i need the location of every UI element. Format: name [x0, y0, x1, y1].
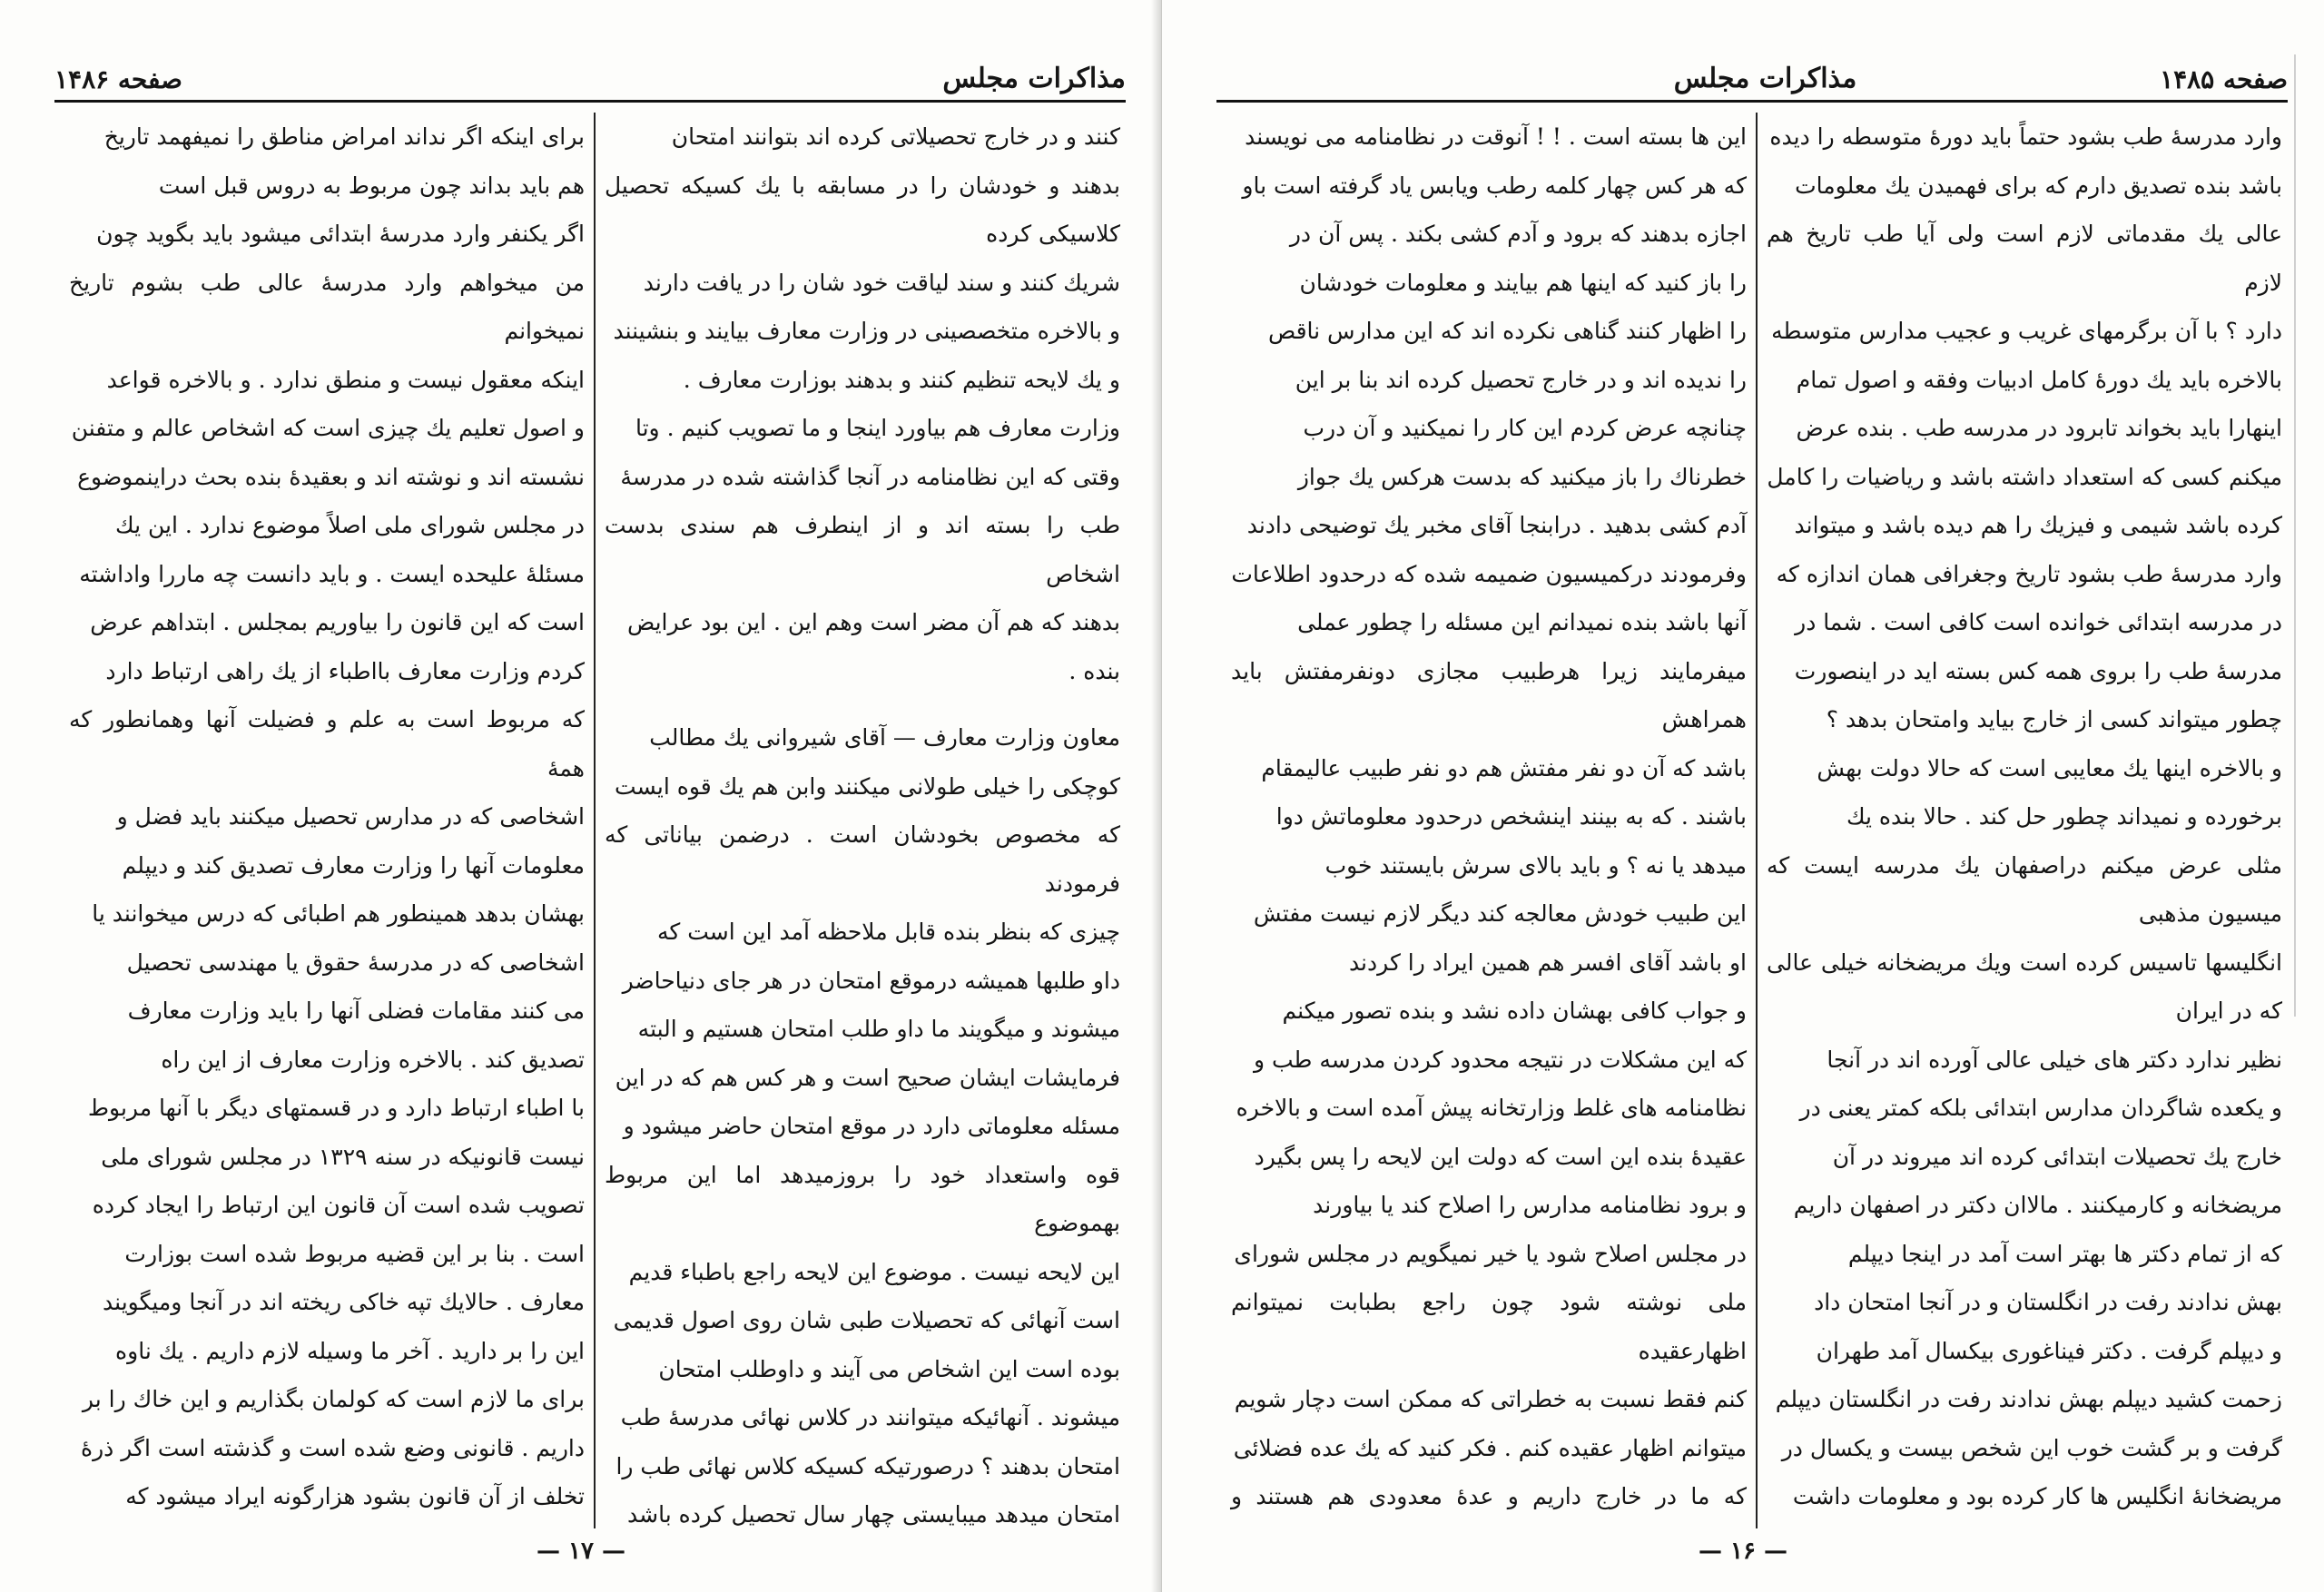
text-line: نیست قانونیکه در سنه ۱۳۲۹ در مجلس شورای ملی — [101, 1143, 585, 1170]
text-line: میشوند و میگویند ما داو طلب امتحان هستیم و البته — [637, 1016, 1120, 1042]
text-line: مثلی عرض میکنم دراصفهان یك مدرسه ایست که میسیون مذهبی — [1767, 851, 2282, 927]
text-line: میدهد یا نه ؟ و باید بالای سرش بایستند خوب — [1324, 851, 1747, 879]
text-line: باشد بنده تصدیق دارم که برای فهمیدن یك معلومات — [1795, 172, 2282, 199]
text-line: که این مشکلات در نتیجه محدود کردن مدرسه طب و — [1253, 1046, 1747, 1073]
text-line: میشوند . آنهائیکه میتوانند در کلاس نهائی مدرسهٔ طب — [620, 1404, 1120, 1430]
text-line: هم باید بداند چون مربوط به دروس قبل است — [158, 172, 585, 199]
text-line: اینهارا باید بخواند تابرود در مدرسه طب . بنده عرض — [1796, 415, 2282, 441]
text-line: وقتی که این نظامنامه در آنجا گذاشته شده در مدرسهٔ — [620, 463, 1120, 490]
text-line: در مجلس اصلاح شود یا خیر نمیگویم در مجلس شورای — [1234, 1240, 1747, 1267]
text-line: وارد مدرسهٔ طب بشود تاریخ وجغرافی همان اندازه که — [1776, 560, 2282, 587]
text-line: کنند و در خارج تحصیلاتی کرده اند بتوانند امتحان — [671, 123, 1120, 150]
text-line: در مجلس شورای ملی اصلاً موضوع ندارد . این یك — [115, 512, 585, 538]
text-line: چطور میتواند کسی از خارج بیاید وامتحان بدهد ؟ — [1826, 706, 2282, 732]
left-folio: — ۱۷ — — [536, 1538, 626, 1565]
text-line: میکنم کسی که استعداد داشته باشد و ریاضیات را کامل — [1767, 463, 2282, 490]
text-line: و جواب کافی بهشان داده نشد و بنده تصور میکنم — [1282, 997, 1747, 1024]
right-header-rule — [1216, 100, 2288, 103]
right-page-header — [1216, 44, 2288, 94]
left-page-right-column — [599, 113, 1126, 1528]
text-line: زحمت کشید دیپلم بهش ندادند رفت در انگلستان دیپلم — [1775, 1386, 2282, 1412]
left-page-header — [54, 44, 1126, 94]
left-header-rule — [54, 100, 1126, 103]
text-line: برخورده و نمیداند چطور حل کند . حالا بنده یك — [1846, 803, 2282, 830]
text-line: است آنهائی که تحصیلات طبی شان روی اصول قدیمی — [613, 1307, 1120, 1333]
text-line: این لایحه نیست . موضوع این لایحه راجع باطباء قدیم — [628, 1258, 1120, 1285]
text-line: میتوانم اظهار عقیده کنم . فکر کنید که یك عده فضلائی — [1233, 1434, 1747, 1461]
text-line — [69, 1521, 585, 1529]
text-line: این را بر دارید . آخر ما وسیله لازم داریم . یك ناوه — [115, 1337, 585, 1364]
text-line: معلومات آنها را وزارت معارف تصدیق کند و دیپلم — [122, 851, 585, 879]
text-line: خارج یك تحصیلات ابتدائی کرده اند میروند در آن — [1832, 1143, 2282, 1170]
right-running-head: مذاكرات مجلس — [1673, 63, 1857, 94]
text-line — [1767, 1521, 2282, 1529]
text-line: ملی نوشته شود چون راجع بطبابت نمیتوانم اظهارعقیده — [1231, 1289, 1747, 1364]
right-folio: — ۱۶ — — [1698, 1538, 1788, 1565]
text-line: دارد ؟ با آن برگرمهای غریب و عجیب مدارس متوسطه — [1771, 318, 2282, 344]
text-line: انگلیسها تاسیس کرده است ویك مریضخانه خیلی عالی که در ایران — [1767, 948, 2282, 1024]
text-line: امتحان بدهند ؟ درصورتیکه کسیکه کلاس نهائی طب را — [615, 1452, 1120, 1479]
text-line: مریضخانه و کارمیکنند . مالاان دکتر در اصفهان داریم — [1793, 1192, 2282, 1218]
text-line: می کنند مقامات فضلی آنها را باید وزارت معارف — [127, 997, 585, 1024]
text-line: است که این قانون را بیاوریم بمجلس . ابتداهم عرض — [90, 609, 585, 635]
text-line: وزارت معارف هم بیاورد اینجا و ما تصویب کنیم . وتا — [635, 415, 1120, 441]
text-line: در مدرسه ابتدائی خوانده است کافی است . شما در — [1795, 609, 2282, 635]
text-line: اگر یکنفر وارد مدرسهٔ ابتدائی میشود باید بگوید چون — [96, 221, 585, 247]
text-line: طب را بسته اند و از اینطرف هم سندی بدست اشخاص — [605, 512, 1120, 587]
text-line: بهش ندادند رفت در انگلستان و در آنجا امتحان داد — [1814, 1289, 2282, 1315]
text-line: و یکعده شاگردان مدارس ابتدائی بلکه کمتر یعنی در — [1799, 1095, 2282, 1121]
text-line: نشسته اند و نوشته اند و بعقیدهٔ بنده بحث دراینموضوع — [77, 463, 585, 490]
text-line: و برود نظامنامه مدارس را اصلاح کند یا بیاورند — [1313, 1192, 1747, 1218]
text-line: بدهند که هم آن مضر است وهم این . این بود عرایض — [626, 609, 1120, 635]
text-line: مسئله معلوماتی دارد در موقع امتحان حاضر میشود و — [623, 1113, 1120, 1139]
text-line: اجازه بدهند که برود و آدم کشی بکند . پس آن در — [1289, 221, 1747, 247]
text-line: معاون وزارت معارف — آقای شیروانی یك مطالب — [649, 724, 1120, 751]
text-line: کوچکی را خیلی طولانی میکنند وابن هم یك قوه ایست — [615, 772, 1120, 800]
text-line: و اصول تعلیم یك چیزی است که اشخاص عالم و متفنن — [71, 415, 585, 441]
text-line: معارف . حالایك تپه خاکی ریخته اند در آنجا ومیگویند — [103, 1289, 585, 1315]
text-line: این ها بسته است . ! ! آنوقت در نظامنامه می نویسند — [1245, 123, 1747, 150]
text-line: اشخاصی که در مدارس تحصیل میکنند باید فضل و — [116, 803, 585, 830]
text-line: و یك لایحه تنظیم کنند و بدهند بوزارت معارف . — [683, 366, 1120, 393]
text-line: من میخواهم وارد مدرسهٔ عالی طب بشوم تاریخ نمیخوانم — [69, 269, 585, 344]
text-line: مریضخانهٔ انگلیس ها کار کرده بود و معلومات داشت — [1792, 1483, 2282, 1509]
text-line: برای اینکه اگر نداند امراض مناطق را نمیفهمد تاریخ — [103, 123, 585, 150]
text-line: تصدیق کند . بالاخره وزارت معارف از این راه — [161, 1046, 585, 1073]
text-line: آنها باشد بنده نمیدانم این مسئله را چطور عملی — [1297, 609, 1747, 635]
text-line: است . بنا بر این قضیه مربوط شده است بوزارت — [124, 1240, 585, 1267]
text-line: و بالاخره متخصصینی در وزارت معارف بیایند و بنشینند — [613, 318, 1120, 344]
text-line: عالی یك مقدماتی لازم است ولی آیا طب تاریخ هم لازم — [1767, 221, 2282, 296]
text-line: قوه واستعداد خود را بروزمیدهد اما این مربوط بهموضوع — [605, 1161, 1120, 1236]
left-page-left-column — [64, 113, 590, 1528]
right-page-columns — [1216, 113, 2288, 1528]
text-line: که مخصوص بخودشان است . درضمن بیاناتی که فرمودند — [605, 821, 1120, 897]
text-line: بهشان بدهد همینطور هم اطبائی که درس میخوانند یا — [92, 900, 585, 927]
text-line: داو طلبها همیشه درموقع امتحان در هر جای دنیاحاضر — [622, 967, 1120, 994]
text-line: عقیدهٔ بنده این است که دولت این لایحه را پس بگیرد — [1254, 1143, 1747, 1170]
text-line: وارد مدرسهٔ طب بشود حتماً باید دورهٔ متوسطه را دیده — [1769, 123, 2282, 150]
right-page-left-column — [1226, 113, 1752, 1528]
text-line: گرفت و بر گشت خوب این شخص بیست و یکسال در — [1781, 1434, 2282, 1461]
text-line: کرده باشد شیمی و فیزیك را هم دیده باشد و میتواند — [1794, 512, 2282, 538]
text-line: و بالاخره اینها یك معایبی است که حالا دولت بهش — [1817, 754, 2282, 781]
left-column-divider — [594, 113, 596, 1528]
text-line: تصویب شده است آن قانون این ارتباط را ایجاد کرده — [92, 1192, 585, 1218]
left-page-columns — [54, 113, 1126, 1528]
text-line: که ما در خارج داریم و عدهٔ معدودی هم هستند و — [1231, 1483, 1747, 1509]
text-line: کنم فقط نسبت به خطراتی که ممکن است دچار شویم — [1234, 1386, 1747, 1412]
text-line: را اظهار کنند گناهی نکرده اند که این مدارس ناقص — [1267, 318, 1747, 344]
text-line: فرمایشات ایشان صحیح است و هر کس هم که در این — [615, 1064, 1120, 1091]
text-line: مسئلهٔ علیحده ایست . و باید دانست چه ماررا واداشته — [79, 560, 585, 587]
text-line: خطرناك را باز میکنید که بدست هرکس یك جواز — [1297, 463, 1747, 490]
right-page — [1162, 0, 2324, 1592]
right-page-number: صفحه ۱۴۸۵ — [2160, 64, 2288, 94]
right-page-right-column — [1761, 113, 2288, 1528]
right-column-divider — [1756, 113, 1758, 1528]
text-line: که هر کس چهار کلمه رطب ویابس یاد گرفته است باو — [1242, 172, 1747, 199]
text-line: بالاخره باید یك دورهٔ کامل ادبیات وفقه و اصول تمام — [1796, 366, 2282, 393]
text-line: امتحان میدهد میبایستی چهار سال تحصیل کرده باشد — [627, 1501, 1120, 1528]
text-line: اشخاصی که در مدرسهٔ حقوق یا مهندسی تحصیل — [126, 948, 585, 976]
text-line: که از تمام دکتر ها بهتر است آمد در اینجا دیپلم — [1847, 1240, 2282, 1267]
text-line: را ندیده اند و در خارج تحصیل کرده اند بنا بر این — [1295, 366, 1747, 393]
text-line: میفرمایند زیرا هرطبیب مجازی دونفرمفتش باید همراهش — [1231, 657, 1747, 732]
text-line: تخلف از آن قانون بشود هزارگونه ایراد میشود که — [125, 1483, 585, 1509]
text-line: نظیر ندارد دکتر های خیلی عالی آورده اند در آنجا — [1827, 1046, 2282, 1073]
text-line: را باز کنید که اینها هم بیایند و معلومات خودشان — [1299, 269, 1747, 296]
text-line: باشد که آن دو نفر مفتش هم دو نفر طبیب عالیمقام — [1261, 754, 1747, 781]
text-line: آدم کشی بدهید . درابنجا آقای مخبر یك توضیحی دادند — [1246, 512, 1747, 538]
text-line: اینکه معقول نیست و منطق ندارد . و بالاخره قواعد — [106, 366, 585, 393]
text-line: چنانچه عرض کردم این کار را نمیکنید و آن درب — [1303, 415, 1747, 441]
text-line: بنده . — [1068, 657, 1120, 684]
text-line: بوده است این اشخاص می آیند و داوطلب امتحان — [658, 1355, 1120, 1382]
text-line: کردم وزارت معارف بااطباء از یك راهی ارتباط دارد — [105, 657, 585, 684]
text-line: بدهند و خودشان را در مسابقه با یك کسیکه تحصیل کلاسیکی کرده — [605, 172, 1120, 247]
text-line: برای ما لازم است که کولمان بگذاریم و این خاك را بر — [82, 1386, 585, 1412]
text-line: و دیپلم گرفت . دکتر فیناغوری بیکسال آمد طهران — [1816, 1337, 2282, 1364]
text-line: چیزی که بنظر بنده قابل ملاحظه آمد این است که — [657, 919, 1120, 945]
left-running-head: مذاكرات مجلس — [942, 63, 1126, 94]
left-page-number: صفحه ۱۴۸۶ — [54, 64, 182, 94]
text-line: داریم . قانونی وضع شده است و گذشته است اگر ذرهٔ — [81, 1434, 585, 1461]
text-line: نظامنامه های غلط وزارتخانه پیش آمده است و بالاخره — [1236, 1095, 1747, 1121]
right-margin-mark — [2294, 54, 2296, 1017]
text-line: که مربوط است به علم و فضیلت آنها وهمانطور که همهٔ — [69, 706, 585, 781]
text-line: وفرمودند درکمیسیون ضمیمه شده که درحدود اطلاعات — [1231, 560, 1747, 587]
text-line: باشند . که به بینند اینشخص درحدود معلوماتش دوا — [1275, 803, 1747, 830]
text-line: شریك کنند و سند لیاقت خود شان را در یافت دارند — [643, 269, 1120, 296]
text-line: مدرسهٔ طب را بروی همه کس بسته اید در اینصورت — [1794, 657, 2282, 684]
text-line: با اطباء ارتباط دارد و در قسمتهای دیگر با آنها مربوط — [87, 1095, 585, 1121]
text-line: این طبیب خودش معالجه کند دیگر لازم نیست مفتش — [1253, 900, 1747, 927]
text-line: او باشد آقای افسر هم همین ایراد را کردند — [1348, 948, 1747, 976]
